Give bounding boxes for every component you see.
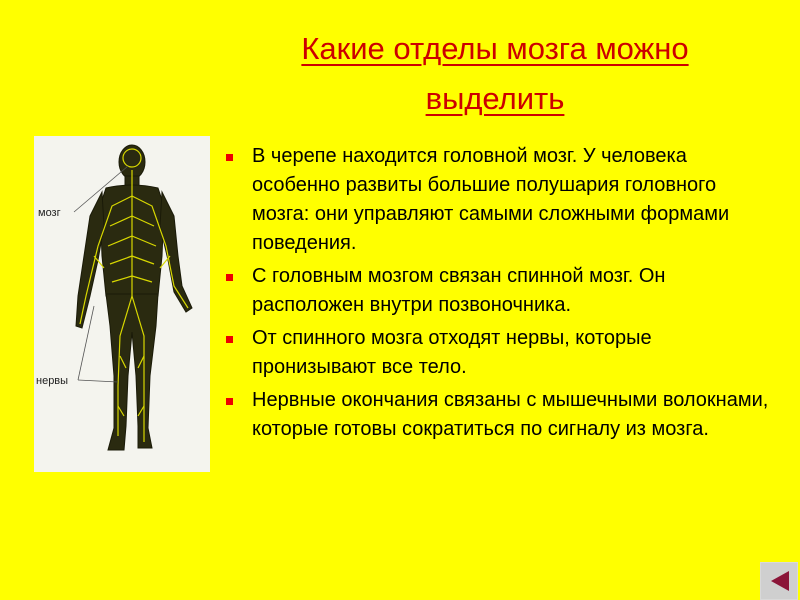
figure-label-nerves: нервы bbox=[36, 375, 69, 387]
bullet-square-icon bbox=[226, 336, 233, 343]
bullet-square-icon bbox=[226, 154, 233, 161]
bullet-item bbox=[226, 142, 771, 258]
triangle-left-icon bbox=[761, 563, 797, 599]
nervous-system-figure bbox=[34, 136, 210, 472]
bullet-item bbox=[226, 324, 771, 382]
slide-title: Какие отделы мозга можно выделить bbox=[301, 31, 689, 116]
bullet-text: В черепе находится головной мозг. У человека особенно развиты большие полушария головного мозга: они управляют самыми сложными формами поведения. bbox=[252, 145, 730, 254]
bullet-item bbox=[226, 262, 771, 320]
human-nervous-system-illustration bbox=[34, 136, 210, 472]
bullet-square-icon bbox=[226, 398, 233, 405]
bullet-list bbox=[226, 142, 771, 448]
figure-label-brain: мозг bbox=[38, 207, 61, 219]
bullet-text: От спинного мозга отходят нервы, которые пронизывают все тело. bbox=[252, 327, 652, 378]
bullet-item bbox=[226, 386, 771, 444]
bullet-square-icon bbox=[226, 274, 233, 281]
bullet-text: С головным мозгом связан спинной мозг. Он расположен внутри позвоночника. bbox=[252, 265, 666, 316]
bullet-text: Нервные окончания связаны с мышечными волокнами, которые готовы сократиться по сигналу из мозга. bbox=[252, 389, 769, 440]
previous-slide-button[interactable] bbox=[760, 562, 798, 600]
